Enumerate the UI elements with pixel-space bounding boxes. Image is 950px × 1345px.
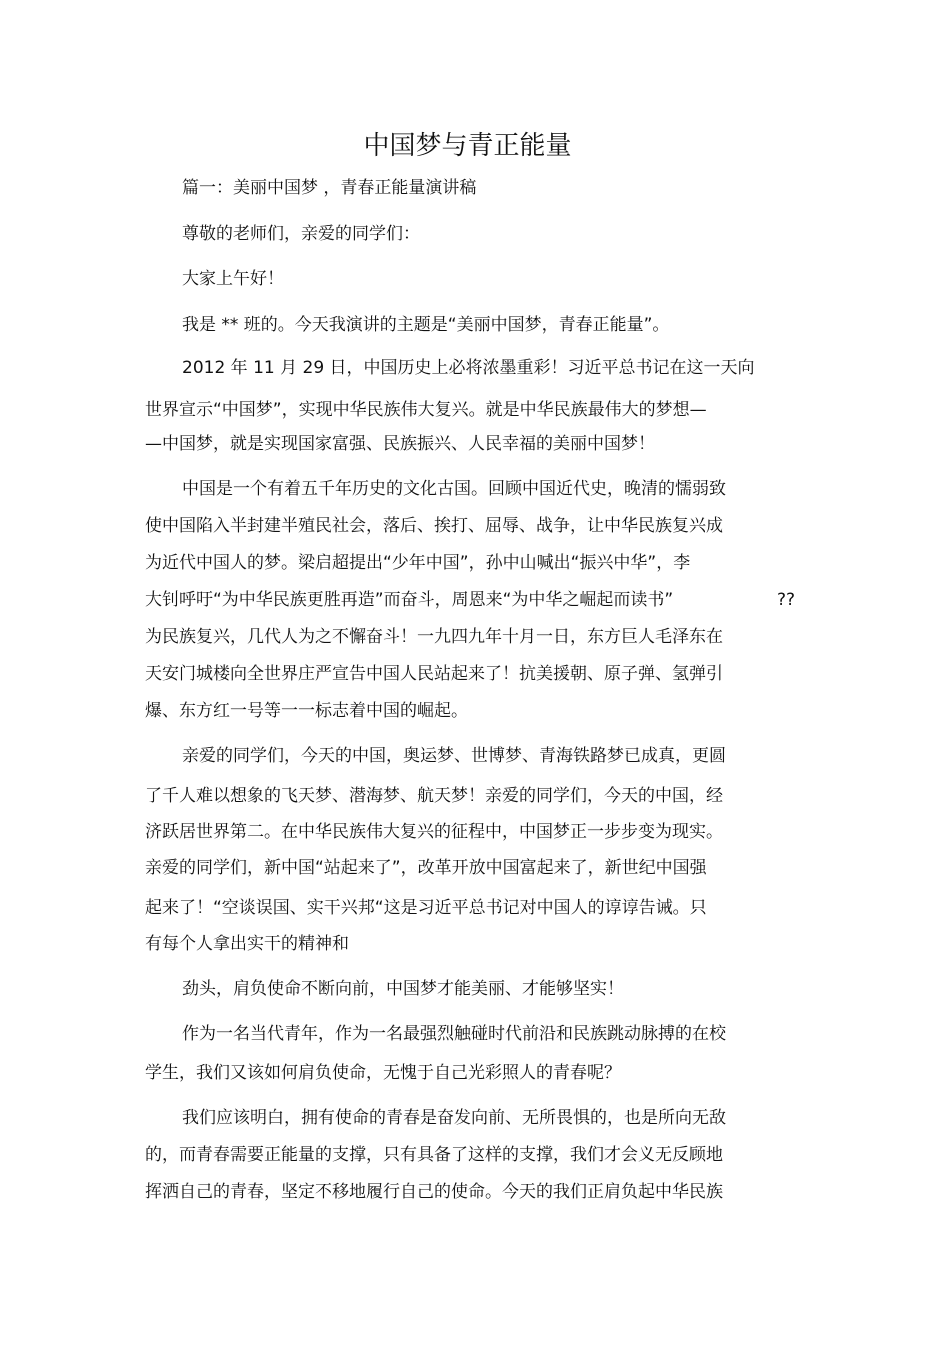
paragraph-line: 爆、东方红一号等一一标志着中国的崛起。	[145, 701, 468, 721]
paragraph-line: 挥洒自己的青春，坚定不移地履行自己的使命。今天的我们正肩负起中华民族	[145, 1182, 723, 1202]
unrecognized-marker: ??	[777, 590, 796, 610]
paragraph-line: 劲头，肩负使命不断向前，中国梦才能美丽、才能够坚实！	[182, 979, 624, 999]
document-title: 中国梦与青正能量	[363, 131, 572, 161]
paragraph-line: 使中国陷入半封建半殖民社会，落后、挨打、屈辱、战争，让中华民族复兴成	[145, 516, 723, 536]
paragraph-line: 的，而青春需要正能量的支撑，只有具备了这样的支撑，我们才会义无反顾地	[145, 1145, 723, 1165]
paragraph-line: 济跃居世界第二。在中华民族伟大复兴的征程中，中国梦正一步步变为现实。	[145, 822, 723, 842]
paragraph-line: 大钊呼吁“为中华民族更胜再造”而奋斗，周恩来“为中华之崛起而读书”	[145, 590, 674, 610]
paragraph-line: 为民族复兴，几代人为之不懈奋斗！一九四九年十月一日，东方巨人毛泽东在	[145, 627, 723, 647]
salutation-line: 尊敬的老师们，亲爱的同学们：	[182, 224, 420, 244]
paragraph-line: 中国是一个有着五千年历史的文化古国。回顾中国近代史，晚清的懦弱致	[182, 479, 726, 499]
paragraph-line: 2012 年 11 月 29 日，中国历史上必将浓墨重彩！习近平总书记在这一天向	[182, 358, 755, 378]
greeting-line: 大家上午好！	[182, 269, 284, 289]
paragraph-line: 有每个人拿出实干的精神和	[145, 934, 349, 954]
paragraph-line: 天安门城楼向全世界庄严宣告中国人民站起来了！抗美援朝、原子弹、氢弹引	[145, 664, 723, 684]
paragraph-line: 我们应该明白，拥有使命的青春是奋发向前、无所畏惧的，也是所向无敌	[182, 1108, 726, 1128]
paragraph-line: 起来了！“空谈误国、实干兴邦“这是习近平总书记对中国人的谆谆告诫。只	[145, 898, 707, 918]
paragraph-line: 世界宣示“中国梦”，实现中华民族伟大复兴。就是中华民族最伟大的梦想—	[145, 400, 707, 420]
paragraph-line: 为近代中国人的梦。梁启超提出“少年中国”，孙中山喊出“振兴中华”，李	[145, 553, 691, 573]
paragraph-line: —中国梦，就是实现国家富强、民族振兴、人民幸福的美丽中国梦！	[145, 434, 655, 454]
paragraph-line: 亲爱的同学们，新中国“站起来了”，改革开放中国富起来了，新世纪中国强	[145, 858, 707, 878]
subtitle-line: 篇一：美丽中国梦 ，青春正能量演讲稿	[182, 178, 477, 198]
paragraph-line: 了千人难以想象的飞天梦、潜海梦、航天梦！亲爱的同学们，今天的中国，经	[145, 786, 723, 806]
paragraph-line: 亲爱的同学们，今天的中国，奥运梦、世博梦、青海铁路梦已成真，更圆	[182, 746, 726, 766]
paragraph-line: 学生，我们又该如何肩负使命，无愧于自己光彩照人的青春呢？	[145, 1063, 621, 1083]
paragraph-line: 作为一名当代青年，作为一名最强烈触碰时代前沿和民族跳动脉搏的在校	[182, 1024, 726, 1044]
intro-line: 我是 ** 班的。今天我演讲的主题是“美丽中国梦，青春正能量”。	[182, 315, 670, 335]
